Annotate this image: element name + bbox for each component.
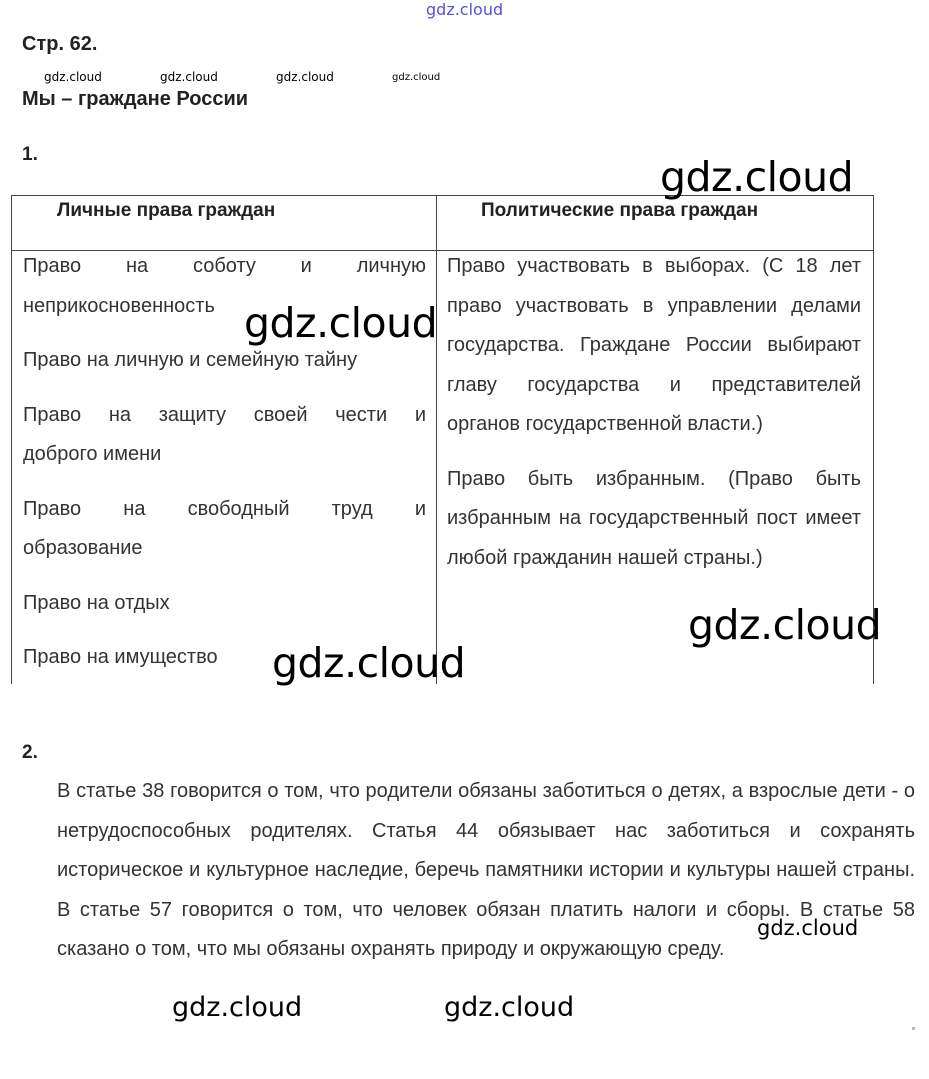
watermark-large-2: gdz.cloud	[244, 299, 438, 347]
page-title: Стр. 62.	[22, 33, 98, 55]
watermark-large-1: gdz.cloud	[660, 153, 854, 201]
task-2-number: 2.	[22, 742, 38, 763]
watermark-large-6: gdz.cloud	[444, 992, 575, 1023]
watermark-small-3: gdz.cloud	[276, 70, 334, 84]
personal-right-item: Право на свободный труд и образование	[23, 497, 426, 559]
column-divider	[436, 196, 437, 684]
watermark-small-2: gdz.cloud	[160, 70, 218, 84]
task-2-answer: В статье 38 говорится о том, что родители обязаны заботиться о детях, а взрослые дети - о нетрудоспособных родителях. Статья 44 обязывает нас заботиться и сохранять историческое и культурное наследие, беречь памятники истории и культуры нашей страны. В статье 57 говорится о том, что человек обязан платить налоги и сборы. В статье 58 сказано о том, что мы обязаны охранять природу и окружающую среду.	[57, 780, 915, 961]
speck	[912, 1027, 915, 1030]
section-title: Мы – граждане России	[22, 88, 249, 110]
political-rights-list	[447, 247, 861, 578]
watermark-small-1: gdz.cloud	[44, 70, 102, 84]
political-right-item: Право быть избранным. (Право быть избранным на государственный пост имеет любой гражданин нашей страны.)	[447, 467, 861, 569]
personal-right-item: Право на личную и семейную тайну	[23, 349, 358, 371]
personal-right-item: Право на соботу и личную неприкосновенность	[23, 255, 426, 317]
task-1-number: 1.	[22, 144, 38, 165]
personal-right-item: Право на защиту своей чести и доброго имени	[23, 403, 426, 465]
watermark-top: gdz.cloud	[426, 0, 504, 19]
watermark-large-4: gdz.cloud	[272, 639, 466, 687]
watermark-large-5: gdz.cloud	[172, 992, 303, 1023]
personal-right-item: Право на имущество	[23, 646, 218, 668]
watermark-medium: gdz.cloud	[757, 916, 859, 940]
political-right-item: Право участвовать в выборах. (С 18 лет право участвовать в управлении делами государства. Граждане России выбирают главу государства и представителей органов государственной власти.)	[447, 255, 861, 435]
header-personal-rights: Личные права граждан	[57, 200, 276, 221]
watermark-small-4: gdz.cloud	[392, 72, 441, 83]
watermark-large-3: gdz.cloud	[688, 601, 882, 649]
header-political-rights: Политические права граждан	[481, 200, 759, 221]
personal-right-item: Право на отдых	[23, 591, 170, 614]
